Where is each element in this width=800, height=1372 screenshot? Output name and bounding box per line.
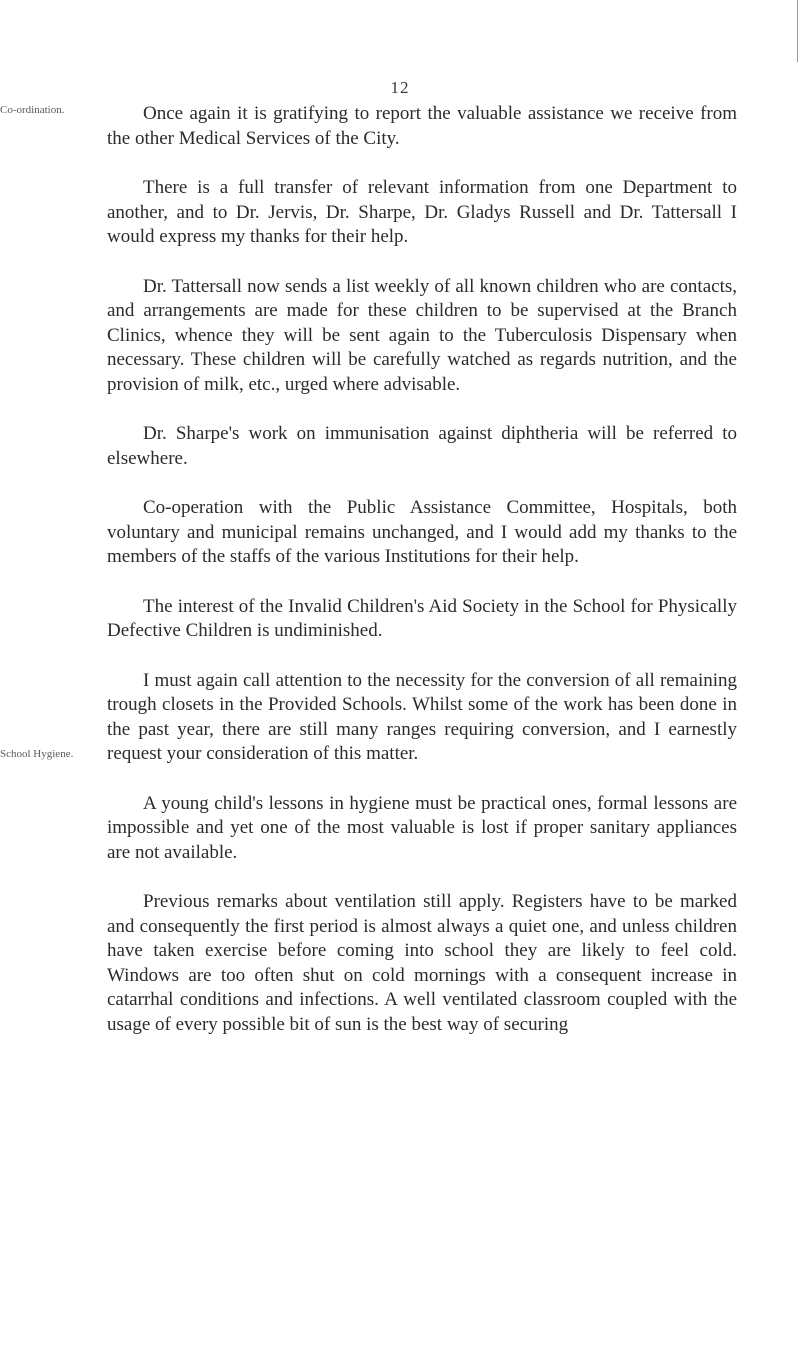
margin-note-school-hygiene: School Hygiene.: [0, 748, 74, 760]
paragraph: I must again call attention to the necessity for the conversion of all remaining trough closets in the Provided Schools. Whilst some of the work has been done in the past year, there are still many ranges requiring conversion, and I earnestly request your consideration of this matter.: [107, 669, 737, 764]
margin-note-coordination: Co-ordination.: [0, 104, 65, 116]
paragraph: Dr. Tattersall now sends a list weekly of all known children who are contacts, and arrangements are made for these children to be supervised at the Branch Clinics, whence they will be sent again to the Tuberculosis Dispensary when necessary. These children will be carefully watched as regards nutrition, and the provision of milk, etc., urged where advisable.: [107, 275, 737, 395]
paragraph: Dr. Sharpe's work on immunisation against diphtheria will be referred to elsewhere.: [107, 423, 737, 469]
paragraph: The interest of the Invalid Children's Aid Society in the School for Physically Defective Children is undiminished.: [107, 595, 737, 641]
paragraph: Previous remarks about ventilation still apply. Registers have to be marked and consequently the first period is almost always a quiet one, and unless children have taken exercise before coming into school they are likely to feel cold. Windows are too often shut on cold mornings with a consequent increase in catarrhal conditions and infections. A well ventilated classroom coupled with the usage of every possible bit of sun is the best way of securing: [107, 891, 737, 1035]
paragraph: A young child's lessons in hygiene must be practical ones, formal lessons are impossible and yet one of the most valuable is lost if proper sanitary appliances are not available.: [107, 792, 737, 863]
paragraph: Once again it is gratifying to report the valuable assistance we receive from the other Medical Services of the City.: [107, 103, 737, 149]
paragraph: There is a full transfer of relevant information from one Department to another, and to Dr. Jervis, Dr. Sharpe, Dr. Gladys Russell and Dr. Tattersall I would express my thanks for their help.: [107, 177, 737, 247]
paragraph: Co-operation with the Public Assistance Committee, Hospitals, both voluntary and municipal remains unchanged, and I would add my thanks to the members of the staffs of the various Institutions for their help.: [107, 497, 737, 567]
document-body: [107, 102, 737, 1062]
page-edge-line: [797, 0, 798, 62]
page-number: 12: [390, 78, 410, 97]
